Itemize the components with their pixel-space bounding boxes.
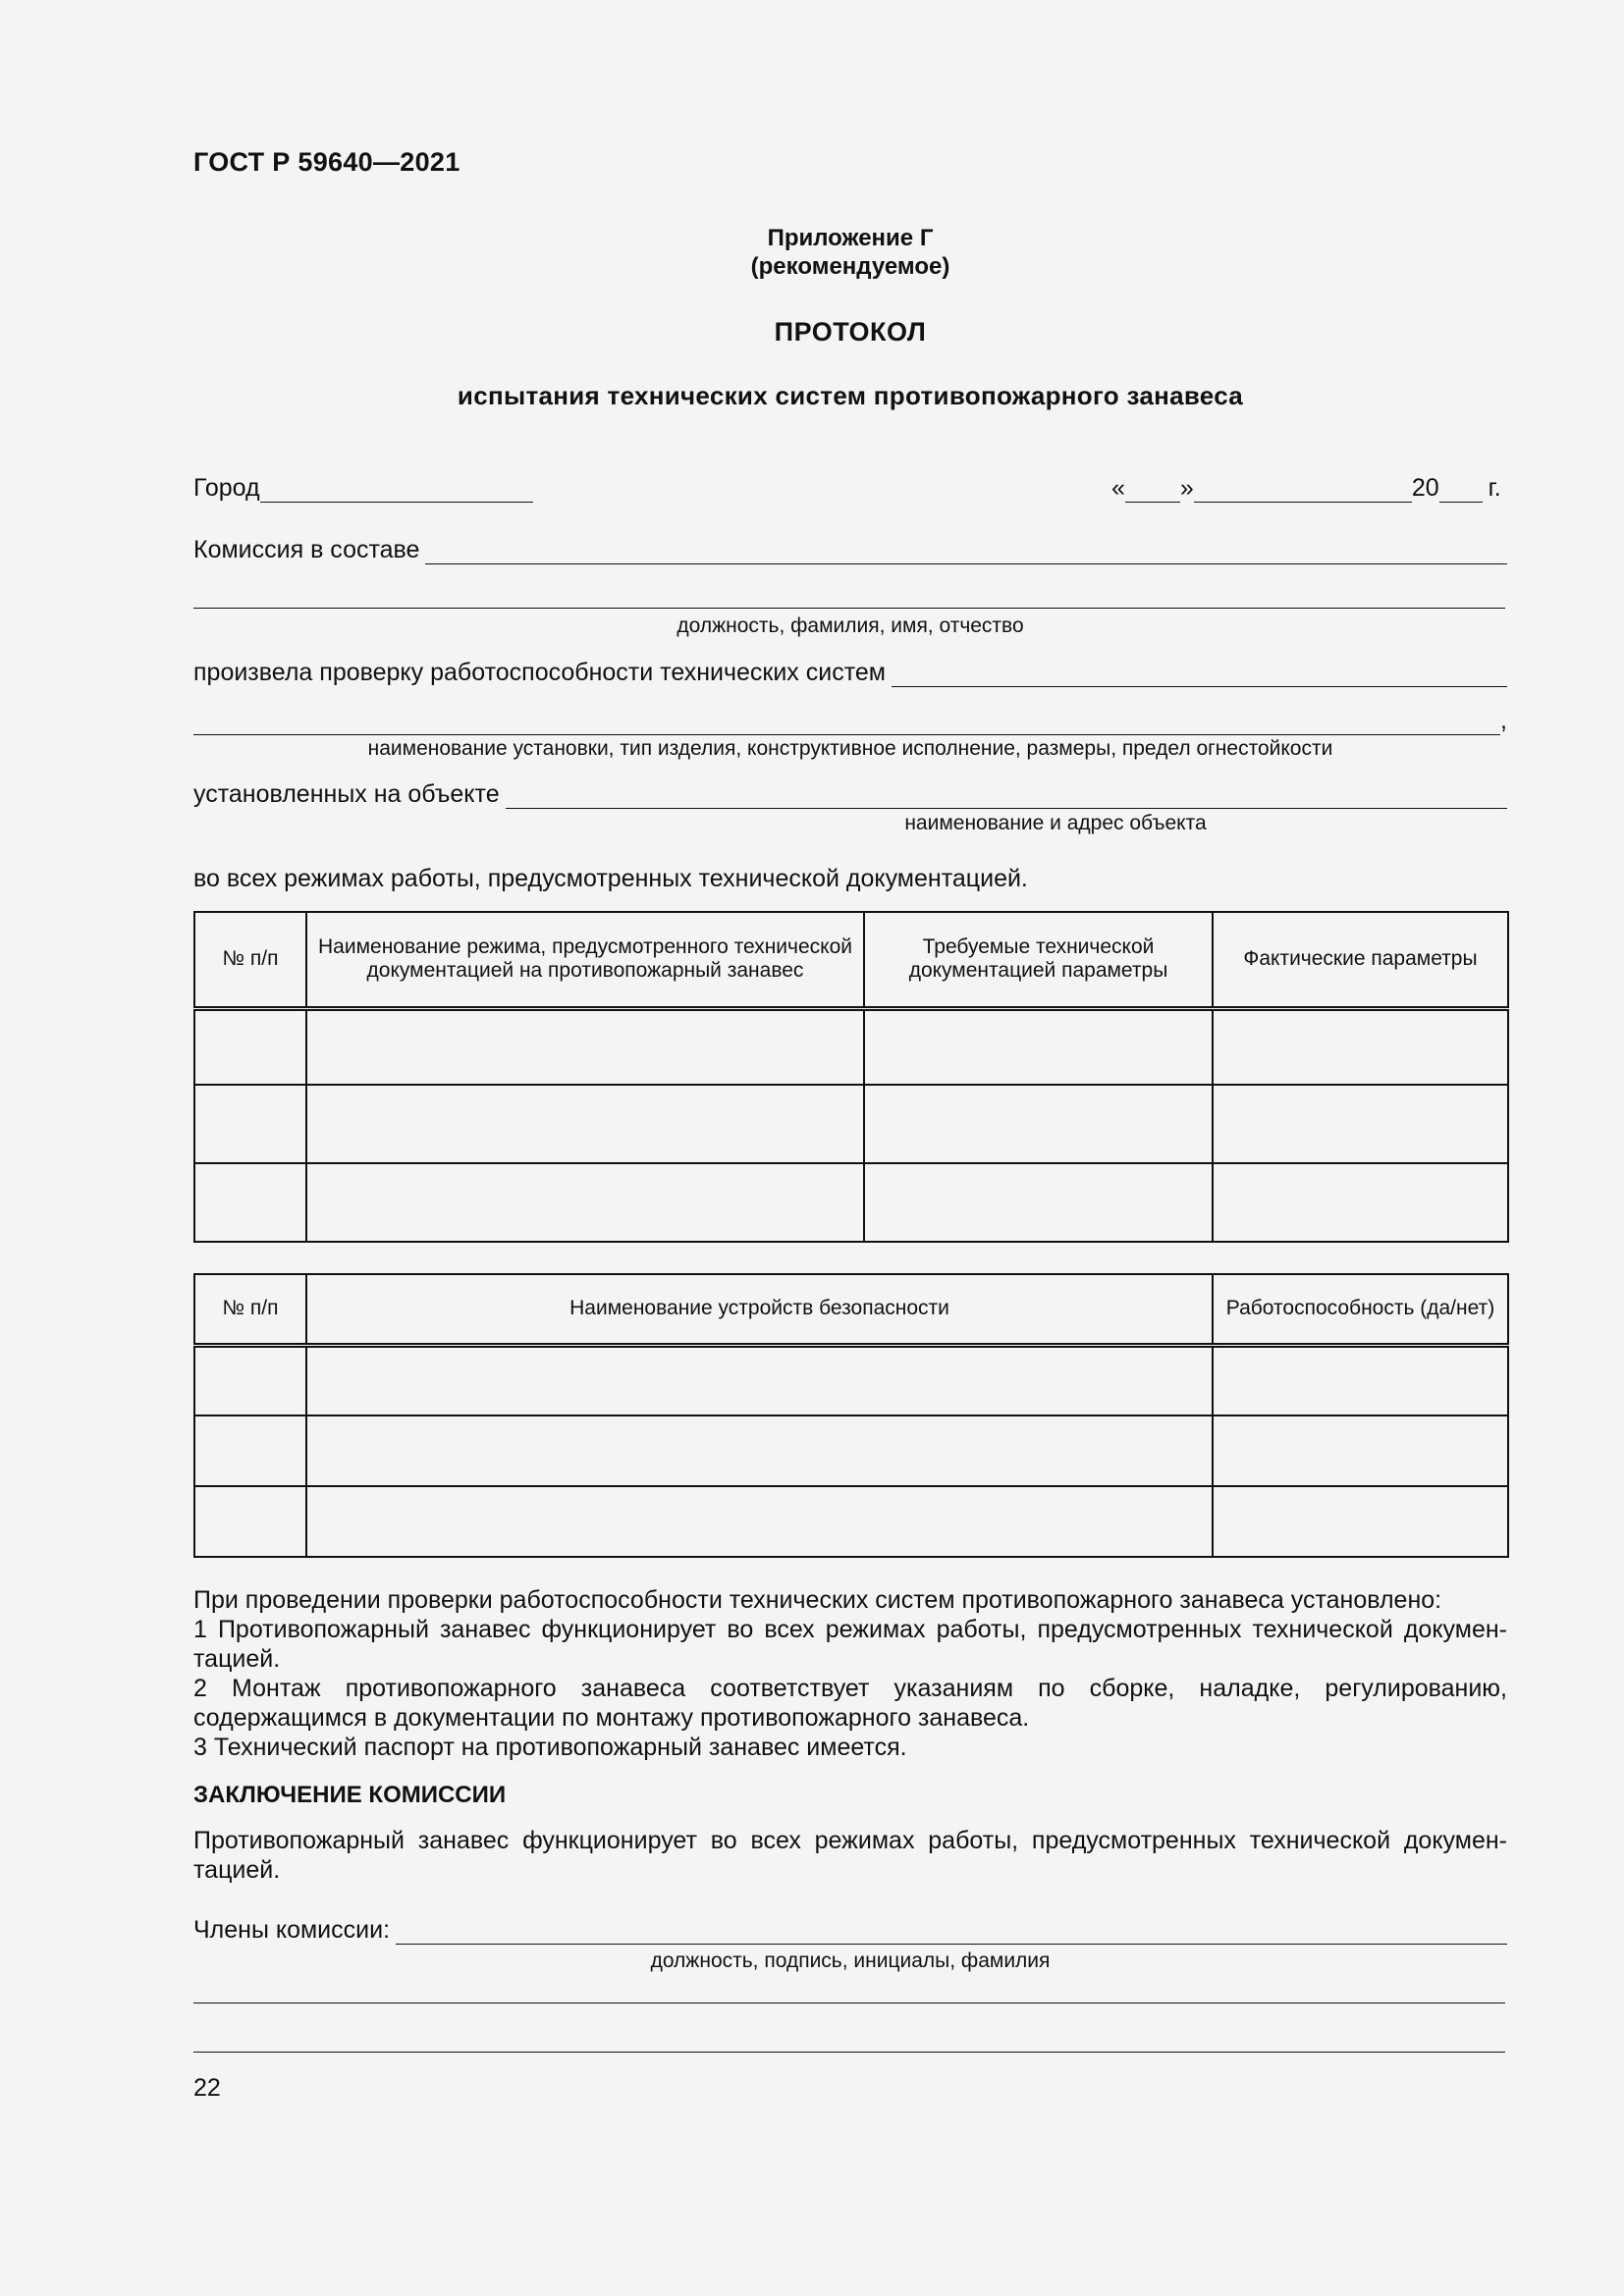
findings xyxy=(193,1585,1507,1762)
table-cell[interactable] xyxy=(306,1008,864,1085)
members-caption: должность, подпись, инициалы, фамилия xyxy=(650,1949,1051,1972)
safety-devices-table xyxy=(193,1273,1509,1558)
commission-field-line-2[interactable] xyxy=(193,582,1505,609)
table-cell[interactable] xyxy=(306,1163,864,1242)
members-field-line-3[interactable] xyxy=(193,2026,1505,2053)
table-cell[interactable] xyxy=(194,1486,306,1557)
safety-col-device: Наименование устройств безопасности xyxy=(306,1274,1213,1345)
safety-col-number: № п/п xyxy=(194,1274,306,1345)
safety-col-working: Работоспособность (да/нет) xyxy=(1213,1274,1508,1345)
check-trailing-comma: , xyxy=(1500,707,1507,734)
date-day-field[interactable] xyxy=(1125,476,1180,503)
conclusion-text: Противопожарный занавес функционирует во всех режимах работы, предусмотренных технической документацией. xyxy=(193,1827,1507,1884)
appendix-heading xyxy=(193,224,1507,281)
object-field[interactable] xyxy=(506,782,1507,809)
members-row xyxy=(193,1916,1507,1945)
check-caption: наименование установки, тип изделия, конструктивное исполнение, размеры, предел огнестойкости xyxy=(367,737,1333,760)
modes-col-mode: Наименование режима, предусмотренного технической документацией на противопожарный занавес xyxy=(306,912,864,1008)
table-cell[interactable] xyxy=(306,1345,1213,1415)
object-row xyxy=(193,780,1507,809)
table-cell[interactable] xyxy=(1213,1008,1508,1085)
date-year-field[interactable] xyxy=(1439,476,1483,503)
table-row xyxy=(194,1163,1508,1242)
findings-item-1: 1 Противопожарный занавес функционирует во всех режимах работы, предусмотренных технической документацией. xyxy=(193,1616,1507,1673)
table-row xyxy=(194,1085,1508,1163)
table-cell[interactable] xyxy=(306,1486,1213,1557)
modes-col-required: Требуемые технической документацией параметры xyxy=(864,912,1213,1008)
table-cell[interactable] xyxy=(1213,1486,1508,1557)
table-cell[interactable] xyxy=(1213,1085,1508,1163)
table-row xyxy=(194,1415,1508,1486)
protocol-title: ПРОТОКОЛ xyxy=(774,317,927,347)
table-cell[interactable] xyxy=(194,1163,306,1242)
city-label: Город xyxy=(193,474,260,502)
members-label: Члены комиссии: xyxy=(193,1916,391,1944)
members-field-line-2[interactable] xyxy=(193,1977,1505,2003)
findings-intro: При проведении проверки работоспособности технических систем противопожарного занавеса установлено: xyxy=(193,1586,1442,1614)
object-caption: наименование и адрес объекта xyxy=(904,812,1207,834)
table-cell[interactable] xyxy=(194,1345,306,1415)
findings-item-2: 2 Монтаж противопожарного занавеса соответствует указаниям по сборке, наладке, регулированию, содержащимся в документации по монтажу противопожарного занавеса. xyxy=(193,1675,1507,1732)
date-open-quote: « xyxy=(1111,474,1125,502)
table-cell[interactable] xyxy=(864,1085,1213,1163)
city-field[interactable] xyxy=(260,476,533,503)
table-cell[interactable] xyxy=(194,1085,306,1163)
table-cell[interactable] xyxy=(864,1163,1213,1242)
modes-table-header xyxy=(194,912,1508,1008)
modes-table xyxy=(193,911,1509,1243)
object-label: установленных на объекте xyxy=(193,780,500,808)
check-field-line-2[interactable] xyxy=(193,709,1500,735)
check-label: произвела проверку работоспособности технических систем xyxy=(193,659,886,686)
appendix-status: (рекомендуемое) xyxy=(750,253,950,280)
table-cell[interactable] xyxy=(1213,1163,1508,1242)
table-cell[interactable] xyxy=(194,1008,306,1085)
page-number: 22 xyxy=(193,2074,221,2102)
conclusion-heading: ЗАКЛЮЧЕНИЕ КОМИССИИ xyxy=(193,1782,507,1808)
findings-item-3: 3 Технический паспорт на противопожарный занавес имеется. xyxy=(193,1734,907,1761)
check-row xyxy=(193,659,1507,687)
check-field[interactable] xyxy=(892,661,1507,687)
safety-table-header xyxy=(194,1274,1508,1345)
date-row xyxy=(1111,474,1501,503)
table-row xyxy=(194,1486,1508,1557)
table-cell[interactable] xyxy=(1213,1415,1508,1486)
appendix-title: Приложение Г xyxy=(767,225,934,251)
modes-text: во всех режимах работы, предусмотренных технической документацией. xyxy=(193,865,1028,892)
commission-label: Комиссия в составе xyxy=(193,536,420,563)
city-row xyxy=(193,474,533,503)
commission-row xyxy=(193,536,1507,564)
modes-col-actual: Фактические параметры xyxy=(1213,912,1508,1008)
commission-field[interactable] xyxy=(425,538,1507,564)
table-cell[interactable] xyxy=(306,1085,864,1163)
date-year-prefix: 20 xyxy=(1411,474,1439,502)
date-close-quote: » xyxy=(1179,474,1194,502)
modes-col-number: № п/п xyxy=(194,912,306,1008)
commission-caption: должность, фамилия, имя, отчество xyxy=(677,614,1024,637)
members-field[interactable] xyxy=(396,1918,1507,1945)
table-row xyxy=(194,1345,1508,1415)
standard-number: ГОСТ Р 59640—2021 xyxy=(193,147,460,177)
date-month-field[interactable] xyxy=(1194,476,1412,503)
table-cell[interactable] xyxy=(864,1008,1213,1085)
table-cell[interactable] xyxy=(306,1415,1213,1486)
table-cell[interactable] xyxy=(1213,1345,1508,1415)
table-cell[interactable] xyxy=(194,1415,306,1486)
protocol-subtitle: испытания технических систем противопожарного занавеса xyxy=(457,381,1244,410)
date-year-suffix: г. xyxy=(1488,474,1501,502)
table-row xyxy=(194,1008,1508,1085)
check-row-2 xyxy=(193,707,1507,735)
